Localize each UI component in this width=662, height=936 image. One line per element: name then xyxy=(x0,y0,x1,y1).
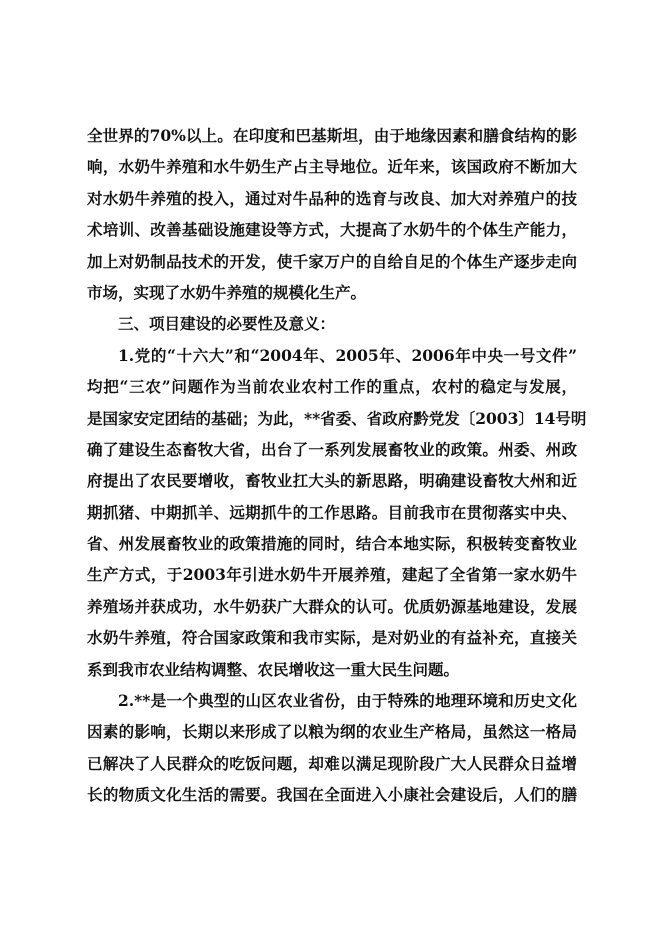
text-line: 养殖场并获成功，水牛奶获广大群众的认可。优质奶源基地建设，发展 xyxy=(87,596,577,616)
paragraph-4 xyxy=(87,685,577,811)
text-line: 对水奶牛养殖的投入，通过对牛品种的选育与改良、加大对养殖户的技 xyxy=(87,188,577,208)
text-line: 加上对奶制品技术的开发，使千家万户的自给自足的个体生产逐步走向 xyxy=(87,251,577,271)
paragraph-3 xyxy=(87,340,587,685)
text-line: 均把“三农”问题作为当前农业农村工作的重点，农村的稳定与发展， xyxy=(87,377,577,397)
text-line: 术培训、改善基础设施建设等方式，大提高了水奶牛的个体生产能力， xyxy=(87,220,577,240)
text-line: 长的物质文化生活的需要。我国在全面进入小康社会建设后，人们的膳 xyxy=(87,785,577,805)
text-line: 全世界的70%以上。在印度和巴基斯坦，由于地缘因素和膳食结构的影 xyxy=(87,126,577,145)
section-heading xyxy=(87,308,577,339)
text-line: 省、州发展畜牧业的政策措施的同时，结合本地实际，积极转变畜牧业 xyxy=(87,534,577,554)
text-line: 府提出了农民要增收，畜牧业扛大头的新思路，明确建设畜牧大州和近 xyxy=(87,471,577,491)
body-text xyxy=(87,120,587,811)
text-line: 期抓猪、中期抓羊、远期抓牛的工作思路。目前我市在贯彻落实中央、 xyxy=(87,502,577,522)
text-line: 2.**是一个典型的山区农业省份，由于特殊的地理环境和历史文化 xyxy=(118,691,577,711)
text-line: 系到我市农业结构调整、农民增收这一重大民生问题。 xyxy=(87,659,460,679)
text-line: 因素的影响，长期以来形成了以粮为纲的农业生产格局，虽然这一格局 xyxy=(87,722,577,742)
text-line: 是国家安定团结的基础；为此，**省委、省政府黔党发〔2003〕14号明 xyxy=(87,408,587,428)
text-line: 1.党的“十六大”和“2004年、2005年、2006年中央一号文件” xyxy=(118,345,577,365)
text-line: 生产方式，于2003年引进水奶牛开展养殖，建起了全省第一家水奶牛 xyxy=(87,565,577,585)
text-line: 水奶牛养殖，符合国家政策和我市实际，是对奶业的有益补充，直接关 xyxy=(87,628,577,648)
paragraph-1 xyxy=(87,120,577,308)
text-line: 市场，实现了水奶牛养殖的规模化生产。 xyxy=(87,282,367,302)
text-line: 确了建设生态畜牧大省，出台了一系列发展畜牧业的政策。州委、州政 xyxy=(87,439,577,459)
text-line: 已解决了人民群众的吃饭问题，却难以满足现阶段广大人民群众日益增 xyxy=(87,753,577,773)
heading-line: 三、项目建设的必要性及意义： xyxy=(118,314,336,334)
text-line: 响，水奶牛养殖和水牛奶生产占主导地位。近年来，该国政府不断加大 xyxy=(87,157,577,177)
